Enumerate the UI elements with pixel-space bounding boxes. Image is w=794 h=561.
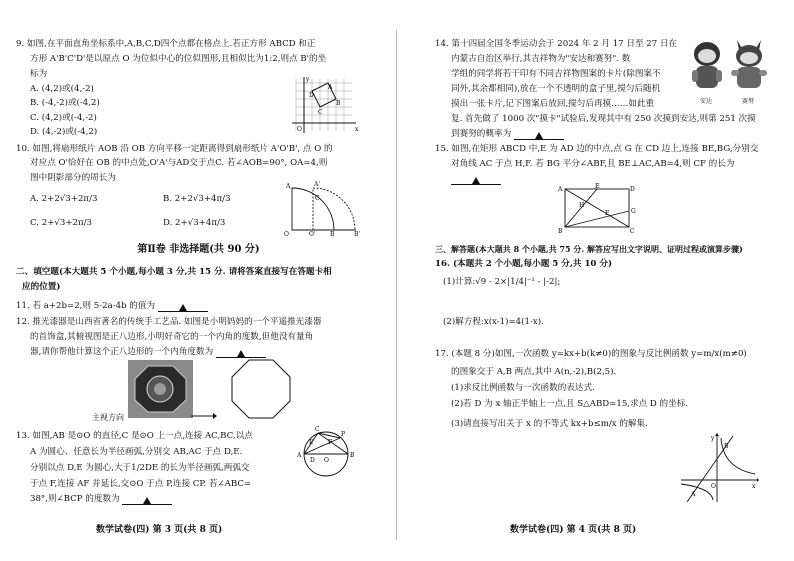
svg-text:D: D — [630, 186, 635, 193]
answer-blank — [122, 495, 172, 505]
mascot-label-sainu: 赛努 — [742, 98, 755, 105]
mascot-anda-image — [689, 38, 725, 94]
svg-text:C: C — [315, 195, 320, 202]
q12-line1: 12. 推光漆器是山西省著名的传统手工艺品. 如图是小明妈妈的一个平遥推光漆器 — [16, 317, 322, 327]
svg-text:x: x — [752, 483, 756, 490]
right-footer: 数学试卷(四) 第 4 页(共 8 页) — [510, 525, 637, 535]
svg-text:D: D — [309, 92, 314, 99]
mascot-label-anda: 安达 — [700, 98, 713, 105]
q15-rectangle-figure — [557, 183, 637, 235]
q12-line3: 器,请你帮他计算这个正八边形的一个内角度数为 — [30, 346, 266, 358]
svg-text:C: C — [315, 426, 320, 433]
q13-line5: 38°,则∠BCP 的度数为 — [30, 493, 172, 505]
section-2-title: 第Ⅱ卷 非选择题(共 90 分) — [137, 244, 260, 255]
q10-sector-figure — [284, 178, 374, 238]
svg-text:B: B — [350, 452, 355, 459]
fill-blank-heading-line1: 二、填空题(本大题共 5 个小题,每小题 3 分,共 15 分. 请将答案直接写在答题卡相 — [16, 267, 332, 277]
svg-text:y: y — [306, 76, 310, 83]
triangle-icon — [237, 350, 245, 357]
q9-line2: 方形 A'B'C'D'是以原点 O 为位似中心的位似图形,且相似比为1:2,则点 B'的坐 — [30, 54, 327, 64]
q9-line3: 标为 — [30, 69, 48, 79]
svg-text:E: E — [309, 439, 314, 446]
q15-answer — [451, 173, 501, 185]
q17-line4: (2)若 D 为 x 轴正半轴上一点,且 S△ABD=15,求点 D 的坐标. — [451, 399, 689, 409]
solve-heading: 三、解答题(本大题共 8 个小题,共 75 分. 解答应写出文字说明、证明过程或演算步骤) — [435, 244, 743, 254]
svg-text:C: C — [630, 228, 635, 235]
answer-blank — [216, 348, 266, 358]
triangle-icon — [535, 132, 543, 139]
svg-text:A': A' — [314, 181, 320, 188]
right-page — [397, 0, 794, 561]
q13-line3: 分别以点 D,E 为圆心,大于1/2DE 的长为半径画弧,两弧交 — [30, 463, 250, 473]
q17-function-graph — [677, 432, 759, 504]
svg-text:F: F — [328, 439, 333, 446]
fill-blank-heading-line2: 应的位置) — [22, 282, 61, 292]
q10-option-d: D. 2+√3+4π/3 — [163, 218, 226, 228]
lacquer-box-photo — [128, 360, 193, 418]
svg-text:A: A — [558, 186, 563, 193]
q13-circle-figure — [288, 424, 368, 478]
q12-caption: 主视方向 — [92, 413, 124, 422]
svg-text:O: O — [297, 126, 302, 133]
q15-line1: 15. 如图,在矩形 ABCD 中,E 为 AD 边的中点,点 G 在 CD 边上,连接 BE,BG,分别交 — [435, 144, 759, 154]
svg-text:y: y — [711, 435, 715, 442]
q17-line5: (3)请直接写出关于 x 的不等式 kx+b≤m/x 的解集. — [451, 419, 648, 429]
q13-line2: A 为圆心、任意长为半径画弧,分别交 AB,AC 于点 D,E. — [30, 447, 243, 457]
svg-text:O: O — [284, 231, 289, 238]
q10-line1: 10. 如图,将扇形纸片 AOB 沿 OB 方向平移一定距离得到扇形纸片 A'O'B', 点 O 的 — [16, 144, 333, 154]
q17-line2: 的图象交于 A,B 两点,其中 A(n,-2),B(2,5). — [451, 367, 617, 377]
q14-line5: 摸出一张卡片,记下图案后放回,搅匀后再摸……如此重 — [451, 99, 655, 109]
mascot-sainu-image — [729, 36, 769, 94]
arrow-right-icon — [191, 413, 217, 419]
svg-text:B: B — [330, 231, 335, 238]
svg-text:x: x — [355, 126, 359, 133]
svg-text:B: B — [724, 443, 729, 450]
q14-line2: 内蒙古自治区举行,其吉祥物为"安达和赛努". 数 — [451, 54, 631, 64]
q10-line3: 图中阴影部分的周长为 — [30, 173, 116, 183]
svg-text:B: B — [336, 100, 341, 107]
q10-line2: 对应点 O'恰好在 OB 的中点处,O'A'与AD交于点C. 若∠AOB=90°, OA=4,则 — [30, 158, 328, 168]
svg-text:O: O — [324, 457, 329, 464]
q15-line2: 对角线 AC 于点 H,F. 若 BG 平分∠ABF,且 BE⊥AC,AB=4,则 CF 的长为 — [451, 159, 735, 169]
q17-line3: (1)求反比例函数与一次函数的表达式. — [451, 383, 595, 393]
svg-text:B': B' — [354, 231, 361, 238]
svg-text:P: P — [341, 431, 346, 438]
octagon-figure — [230, 358, 292, 420]
triangle-icon — [179, 304, 187, 311]
q9-option-a: A. (4,2)或(4,-2) — [30, 84, 94, 94]
svg-text:A: A — [691, 491, 696, 498]
q11-text: 11. 若 a+2b=2,则 5-2a-4b 的值为 — [16, 300, 208, 312]
q14-line6: 复. 首先做了 1000 次"摸卡"试验后,发现其中有 250 次摸到安达,则第 251 次摸 — [451, 114, 756, 124]
q13-line4: 于点 F,连接 AF 并延长,交⊙O 于点 P,连接 CP. 若∠ABC= — [30, 479, 252, 489]
answer-blank — [514, 130, 564, 140]
svg-text:F: F — [605, 210, 610, 217]
answer-blank — [451, 175, 501, 185]
q16-heading: 16. (本题共 2 个小题,每小题 5 分,共 10 分) — [435, 259, 613, 269]
triangle-icon — [143, 497, 151, 504]
svg-text:C: C — [318, 109, 323, 116]
q12-line2: 的首饰盒,其俯视图是正八边形,小明好奇它的一个内角的度数,但他没有量角 — [30, 332, 314, 342]
svg-text:A: A — [328, 84, 333, 91]
q16-part1: (1)计算:√9 - 2×|1/4|⁻¹ - |-2|; — [443, 277, 561, 287]
svg-text:O': O' — [309, 231, 316, 238]
q14-line7: 到赛努的概率为 — [451, 128, 564, 140]
q9-option-c: C. (4,2)或(-4,-2) — [30, 113, 97, 123]
triangle-icon — [472, 177, 480, 184]
q14-line4: 同外,其余都相同),放在一个不透明的盒子里,搅匀后随机 — [451, 84, 661, 94]
svg-text:D: D — [310, 457, 315, 464]
q13-line1: 13. 如图,AB 是⊙O 的直径,C 是⊙O 上一点,连接 AC,BC,以点 — [16, 431, 253, 441]
svg-text:B: B — [558, 228, 563, 235]
svg-text:E: E — [595, 183, 600, 190]
q14-line1: 14. 第十四届全国冬季运动会于 2024 年 2 月 17 日至 27 日在 — [435, 39, 678, 49]
q10-option-a: A. 2+2√3+2π/3 — [30, 194, 98, 204]
svg-text:O: O — [711, 483, 716, 490]
svg-text:H: H — [579, 202, 585, 209]
q14-line3: 学组的同学将若干印有不同吉祥物图案的卡片(除图案不 — [451, 69, 661, 79]
q9-option-d: D. (4,-2)或(-4,2) — [30, 127, 98, 137]
q10-option-b: B. 2+2√3+4π/3 — [163, 194, 231, 204]
svg-text:A: A — [297, 452, 302, 459]
q16-part2: (2)解方程:x(x-1)=4(1-x). — [443, 317, 544, 327]
q10-option-c: C. 2+√3+2π/3 — [30, 218, 93, 228]
svg-text:A: A — [286, 183, 291, 190]
q9-line1: 9. 如图,在平面直角坐标系中,A,B,C,D四个点都在格点上.若正方形 ABCD 和正 — [16, 39, 316, 49]
svg-text:G: G — [631, 208, 636, 215]
left-footer: 数学试卷(四) 第 3 页(共 8 页) — [96, 525, 223, 535]
q17-line1: 17. (本题 8 分)如图,一次函数 y=kx+b(k≠0)的图象与反比例函数 y=m/x(m≠0) — [435, 349, 747, 359]
q9-option-b: B. (-4,-2)或(-4,2) — [30, 98, 100, 108]
answer-blank — [158, 302, 208, 312]
q9-grid-figure — [288, 75, 363, 137]
